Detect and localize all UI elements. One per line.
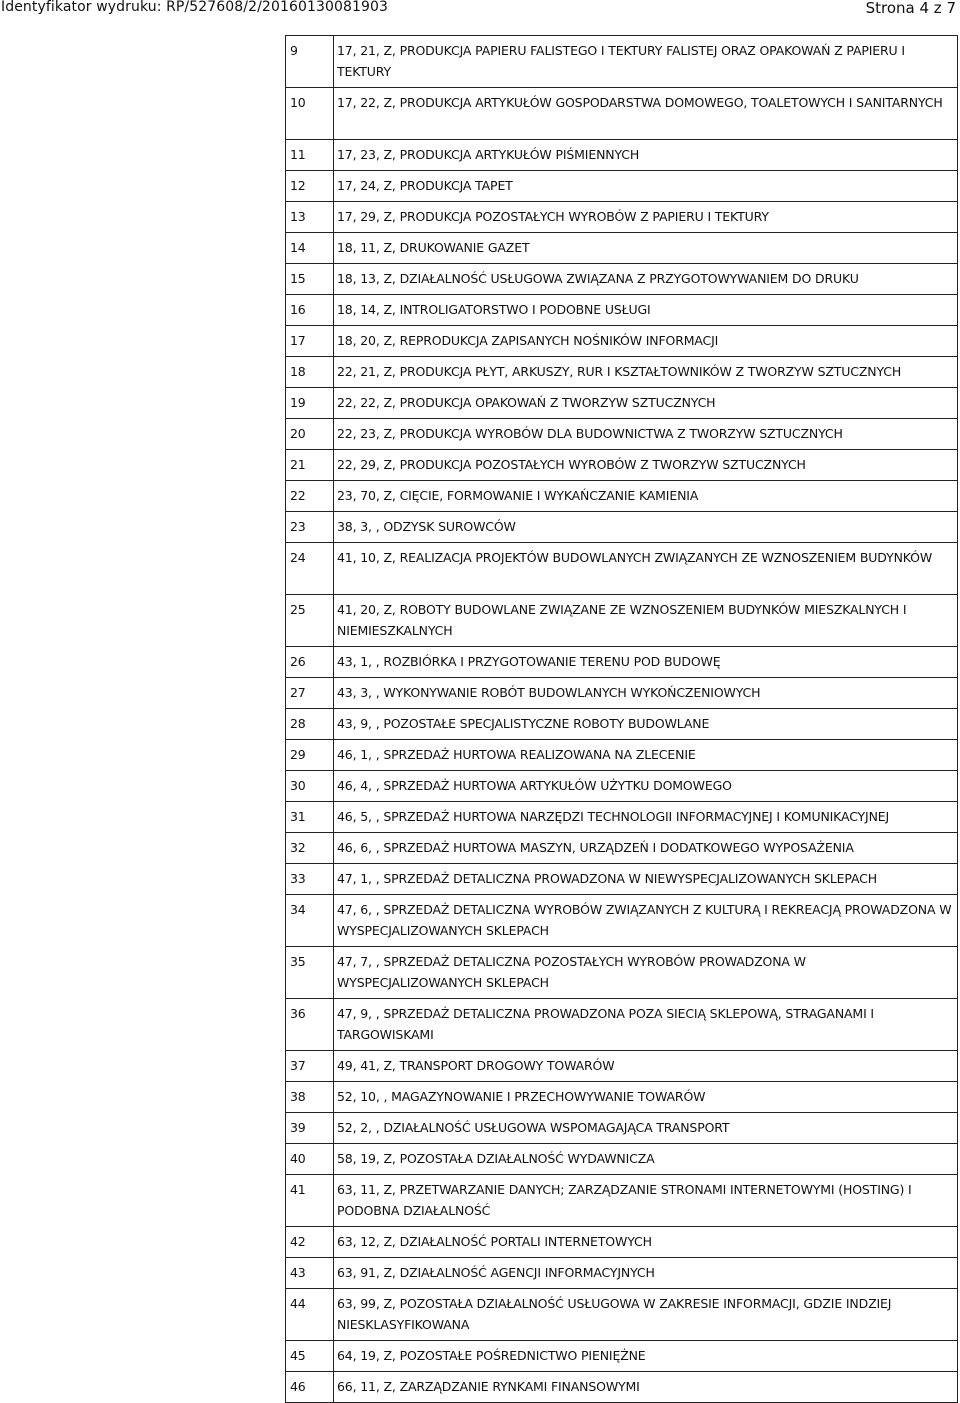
table-row [286,647,958,678]
activity-description: 46, 4, , SPRZEDAŻ HURTOWA ARTYKUŁÓW UŻYTKU DOMOWEGO [334,771,958,802]
row-number: 39 [286,1113,334,1144]
table-row [286,295,958,326]
activity-description: 46, 1, , SPRZEDAŻ HURTOWA REALIZOWANA NA ZLECENIE [334,740,958,771]
table-row [286,357,958,388]
activity-description: 58, 19, Z, POZOSTAŁA DZIAŁALNOŚĆ WYDAWNICZA [334,1144,958,1175]
row-number: 11 [286,140,334,171]
row-number: 29 [286,740,334,771]
table-row [286,709,958,740]
row-number: 22 [286,481,334,512]
row-number: 17 [286,326,334,357]
activity-description: 47, 1, , SPRZEDAŻ DETALICZNA PROWADZONA W NIEWYSPECJALIZOWANYCH SKLEPACH [334,864,958,895]
table-row [286,864,958,895]
table-row [286,833,958,864]
table-row [286,1372,958,1403]
row-number: 24 [286,543,334,595]
table-row [286,88,958,140]
activity-description: 66, 11, Z, ZARZĄDZANIE RYNKAMI FINANSOWYMI [334,1372,958,1403]
activity-description: 43, 9, , POZOSTAŁE SPECJALISTYCZNE ROBOTY BUDOWLANE [334,709,958,740]
activity-description: 47, 9, , SPRZEDAŻ DETALICZNA PROWADZONA POZA SIECIĄ SKLEPOWĄ, STRAGANAMI I TARGOWISKAMI [334,999,958,1051]
activity-description: 18, 20, Z, REPRODUKCJA ZAPISANYCH NOŚNIKÓW INFORMACJI [334,326,958,357]
activity-description: 46, 6, , SPRZEDAŻ HURTOWA MASZYN, URZĄDZEŃ I DODATKOWEGO WYPOSAŻENIA [334,833,958,864]
table-row [286,1227,958,1258]
table-row [286,388,958,419]
activity-description: 38, 3, , ODZYSK SUROWCÓW [334,512,958,543]
table-row [286,171,958,202]
activity-description: 22, 22, Z, PRODUKCJA OPAKOWAŃ Z TWORZYW SZTUCZNYCH [334,388,958,419]
row-number: 28 [286,709,334,740]
table-row [286,947,958,999]
activity-description: 49, 41, Z, TRANSPORT DROGOWY TOWARÓW [334,1051,958,1082]
activity-description: 17, 22, Z, PRODUKCJA ARTYKUŁÓW GOSPODARSTWA DOMOWEGO, TOALETOWYCH I SANITARNYCH [334,88,958,140]
row-number: 21 [286,450,334,481]
row-number: 30 [286,771,334,802]
row-number: 44 [286,1289,334,1341]
row-number: 16 [286,295,334,326]
row-number: 40 [286,1144,334,1175]
row-number: 45 [286,1341,334,1372]
activity-description: 52, 2, , DZIAŁALNOŚĆ USŁUGOWA WSPOMAGAJĄCA TRANSPORT [334,1113,958,1144]
page-number: Strona 4 z 7 [865,0,956,17]
row-number: 23 [286,512,334,543]
table-row [286,1113,958,1144]
activity-description: 63, 11, Z, PRZETWARZANIE DANYCH; ZARZĄDZANIE STRONAMI INTERNETOWYMI (HOSTING) I PODOBNA DZIAŁALNOŚĆ [334,1175,958,1227]
table-row [286,1051,958,1082]
row-number: 20 [286,419,334,450]
table-row [286,1258,958,1289]
row-number: 19 [286,388,334,419]
table-row [286,1082,958,1113]
row-number: 33 [286,864,334,895]
activity-description: 43, 3, , WYKONYWANIE ROBÓT BUDOWLANYCH WYKOŃCZENIOWYCH [334,678,958,709]
table-row [286,1341,958,1372]
row-number: 13 [286,202,334,233]
table-row [286,543,958,595]
row-number: 32 [286,833,334,864]
row-number: 10 [286,88,334,140]
activity-description: 41, 20, Z, ROBOTY BUDOWLANE ZWIĄZANE ZE WZNOSZENIEM BUDYNKÓW MIESZKALNYCH I NIEMIESZKALNYCH [334,595,958,647]
table-row [286,740,958,771]
table-row [286,419,958,450]
table-row [286,140,958,171]
activity-description: 63, 91, Z, DZIAŁALNOŚĆ AGENCJI INFORMACYJNYCH [334,1258,958,1289]
table-row [286,481,958,512]
row-number: 26 [286,647,334,678]
row-number: 9 [286,36,334,88]
row-number: 35 [286,947,334,999]
activity-description: 18, 14, Z, INTROLIGATORSTWO I PODOBNE USŁUGI [334,295,958,326]
table-row [286,678,958,709]
row-number: 14 [286,233,334,264]
row-number: 46 [286,1372,334,1403]
row-number: 31 [286,802,334,833]
activity-description: 63, 12, Z, DZIAŁALNOŚĆ PORTALI INTERNETOWYCH [334,1227,958,1258]
row-number: 18 [286,357,334,388]
activity-description: 18, 11, Z, DRUKOWANIE GAZET [334,233,958,264]
table-row [286,202,958,233]
activity-description: 22, 23, Z, PRODUKCJA WYROBÓW DLA BUDOWNICTWA Z TWORZYW SZTUCZNYCH [334,419,958,450]
activity-description: 17, 21, Z, PRODUKCJA PAPIERU FALISTEGO I TEKTURY FALISTEJ ORAZ OPAKOWAŃ Z PAPIERU I TEKTURY [334,36,958,88]
activity-description: 18, 13, Z, DZIAŁALNOŚĆ USŁUGOWA ZWIĄZANA Z PRZYGOTOWYWANIEM DO DRUKU [334,264,958,295]
activity-description: 47, 6, , SPRZEDAŻ DETALICZNA WYROBÓW ZWIĄZANYCH Z KULTURĄ I REKREACJĄ PROWADZONA W WYSPECJALIZOWANYCH SKLEPACH [334,895,958,947]
table-row [286,895,958,947]
row-number: 12 [286,171,334,202]
activity-description: 41, 10, Z, REALIZACJA PROJEKTÓW BUDOWLANYCH ZWIĄZANYCH ZE WZNOSZENIEM BUDYNKÓW [334,543,958,595]
row-number: 25 [286,595,334,647]
table-row [286,326,958,357]
activity-description: 46, 5, , SPRZEDAŻ HURTOWA NARZĘDZI TECHNOLOGII INFORMACYJNEJ I KOMUNIKACYJNEJ [334,802,958,833]
row-number: 27 [286,678,334,709]
table-row [286,999,958,1051]
page-header [0,0,960,20]
table-row [286,802,958,833]
table-row [286,450,958,481]
table-row [286,1144,958,1175]
table-row [286,1289,958,1341]
activity-description: 64, 19, Z, POZOSTAŁE POŚREDNICTWO PIENIĘŻNE [334,1341,958,1372]
pkd-activity-table [285,35,958,1403]
row-number: 36 [286,999,334,1051]
table-row [286,36,958,88]
activity-description: 22, 29, Z, PRODUKCJA POZOSTAŁYCH WYROBÓW Z TWORZYW SZTUCZNYCH [334,450,958,481]
table-row [286,1175,958,1227]
row-number: 41 [286,1175,334,1227]
activity-description: 63, 99, Z, POZOSTAŁA DZIAŁALNOŚĆ USŁUGOWA W ZAKRESIE INFORMACJI, GDZIE INDZIEJ NIESKLASYFIKOWANA [334,1289,958,1341]
row-number: 37 [286,1051,334,1082]
table-row [286,233,958,264]
activity-description: 23, 70, Z, CIĘCIE, FORMOWANIE I WYKAŃCZANIE KAMIENIA [334,481,958,512]
row-number: 15 [286,264,334,295]
table-row [286,595,958,647]
table-row [286,771,958,802]
activity-description: 52, 10, , MAGAZYNOWANIE I PRZECHOWYWANIE TOWARÓW [334,1082,958,1113]
table-row [286,512,958,543]
activity-description: 43, 1, , ROZBIÓRKA I PRZYGOTOWANIE TERENU POD BUDOWĘ [334,647,958,678]
row-number: 43 [286,1258,334,1289]
activity-description: 47, 7, , SPRZEDAŻ DETALICZNA POZOSTAŁYCH WYROBÓW PROWADZONA W WYSPECJALIZOWANYCH SKLEPACH [334,947,958,999]
table-row [286,264,958,295]
row-number: 38 [286,1082,334,1113]
activity-description: 17, 23, Z, PRODUKCJA ARTYKUŁÓW PIŚMIENNYCH [334,140,958,171]
activity-description: 17, 24, Z, PRODUKCJA TAPET [334,171,958,202]
table-body [286,36,958,1403]
row-number: 42 [286,1227,334,1258]
row-number: 34 [286,895,334,947]
activity-description: 22, 21, Z, PRODUKCJA PŁYT, ARKUSZY, RUR I KSZTAŁTOWNIKÓW Z TWORZYW SZTUCZNYCH [334,357,958,388]
print-identifier: Identyfikator wydruku: RP/527608/2/20160130081903 [1,0,389,15]
activity-description: 17, 29, Z, PRODUKCJA POZOSTAŁYCH WYROBÓW Z PAPIERU I TEKTURY [334,202,958,233]
